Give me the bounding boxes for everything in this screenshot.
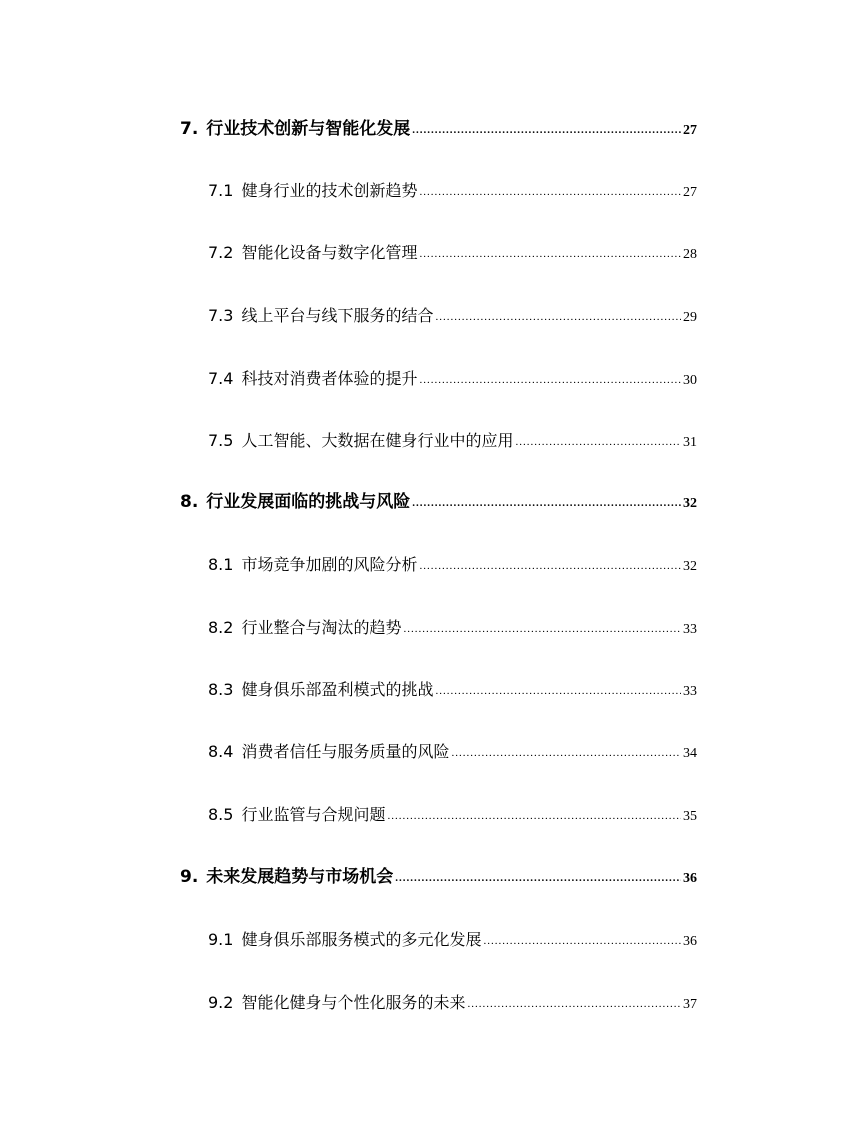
toc-page-number: 31 bbox=[683, 435, 697, 450]
toc-chapter-7[interactable] bbox=[180, 117, 697, 141]
toc-page-number: 36 bbox=[683, 871, 697, 886]
toc-page-number: 34 bbox=[683, 746, 697, 761]
toc-number: 8.1 bbox=[208, 555, 234, 574]
dot-leader bbox=[419, 242, 681, 266]
toc-page-number: 32 bbox=[683, 496, 697, 511]
toc-title: 消费者信任与服务质量的风险 bbox=[241, 742, 450, 761]
toc-page-number: 30 bbox=[683, 373, 697, 388]
toc-title: 健身俱乐部服务模式的多元化发展 bbox=[241, 930, 482, 949]
toc-title: 市场竞争加剧的风险分析 bbox=[241, 555, 418, 574]
toc-page-number: 32 bbox=[683, 559, 697, 574]
toc-page-number: 27 bbox=[683, 185, 697, 200]
toc-number: 9.2 bbox=[208, 993, 234, 1012]
toc-page-number: 33 bbox=[683, 684, 697, 699]
toc-number: 7.2 bbox=[208, 243, 234, 262]
toc-number: 8.5 bbox=[208, 805, 234, 824]
toc-number: 7.5 bbox=[208, 431, 234, 450]
toc-number: 7.1 bbox=[208, 181, 234, 200]
dot-leader bbox=[435, 305, 681, 329]
toc-title: 人工智能、大数据在健身行业中的应用 bbox=[241, 431, 514, 450]
toc-title: 行业整合与淘汰的趋势 bbox=[241, 618, 402, 637]
toc-number: 9.1 bbox=[208, 930, 234, 949]
dot-leader bbox=[419, 554, 681, 578]
toc-page-number: 36 bbox=[683, 934, 697, 949]
toc-section-7-3[interactable] bbox=[208, 304, 697, 328]
toc-section-8-4[interactable] bbox=[208, 740, 697, 764]
toc-title: 行业技术创新与智能化发展 bbox=[206, 119, 411, 139]
toc-chapter-8[interactable] bbox=[180, 490, 697, 514]
toc-section-8-5[interactable] bbox=[208, 803, 697, 827]
toc-section-8-2[interactable] bbox=[208, 616, 697, 640]
toc-title: 健身俱乐部盈利模式的挑战 bbox=[241, 680, 434, 699]
toc-number: 7.3 bbox=[208, 306, 234, 325]
toc-page-number: 28 bbox=[683, 247, 697, 262]
toc-number: 8.2 bbox=[208, 618, 234, 637]
toc-number: 8. bbox=[180, 492, 199, 512]
dot-leader bbox=[451, 741, 681, 765]
toc-title: 线上平台与线下服务的结合 bbox=[241, 306, 434, 325]
toc-section-7-1[interactable] bbox=[208, 179, 697, 203]
toc-section-8-3[interactable] bbox=[208, 678, 697, 702]
toc-title: 科技对消费者体验的提升 bbox=[241, 369, 418, 388]
toc-number: 7. bbox=[180, 119, 199, 139]
toc-number: 8.4 bbox=[208, 742, 234, 761]
dot-leader bbox=[467, 992, 681, 1016]
toc-chapter-9[interactable] bbox=[180, 865, 697, 889]
toc-title: 智能化设备与数字化管理 bbox=[241, 243, 418, 262]
toc-title: 行业发展面临的挑战与风险 bbox=[206, 492, 411, 512]
dot-leader bbox=[412, 118, 681, 142]
toc-section-7-5[interactable] bbox=[208, 429, 697, 453]
dot-leader bbox=[419, 180, 681, 204]
toc-number: 8.3 bbox=[208, 680, 234, 699]
toc-section-9-1[interactable] bbox=[208, 928, 697, 952]
toc-page-number: 37 bbox=[683, 997, 697, 1012]
dot-leader bbox=[419, 368, 681, 392]
toc-section-9-2[interactable] bbox=[208, 991, 697, 1015]
dot-leader bbox=[395, 866, 681, 890]
dot-leader bbox=[387, 804, 681, 828]
toc-title: 智能化健身与个性化服务的未来 bbox=[241, 993, 466, 1012]
toc-number: 7.4 bbox=[208, 369, 234, 388]
toc-page-number: 27 bbox=[683, 123, 697, 138]
toc-number: 9. bbox=[180, 867, 199, 887]
dot-leader bbox=[435, 679, 681, 703]
toc-page-number: 33 bbox=[683, 622, 697, 637]
toc-title: 行业监管与合规问题 bbox=[241, 805, 386, 824]
toc-page-number: 35 bbox=[683, 809, 697, 824]
toc-section-8-1[interactable] bbox=[208, 553, 697, 577]
toc-section-7-4[interactable] bbox=[208, 367, 697, 391]
dot-leader bbox=[412, 491, 681, 515]
toc-title: 未来发展趋势与市场机会 bbox=[206, 867, 394, 887]
toc-title: 健身行业的技术创新趋势 bbox=[241, 181, 418, 200]
dot-leader bbox=[483, 929, 681, 953]
toc-page-number: 29 bbox=[683, 310, 697, 325]
toc-section-7-2[interactable] bbox=[208, 241, 697, 265]
dot-leader bbox=[403, 617, 681, 641]
dot-leader bbox=[515, 430, 681, 454]
